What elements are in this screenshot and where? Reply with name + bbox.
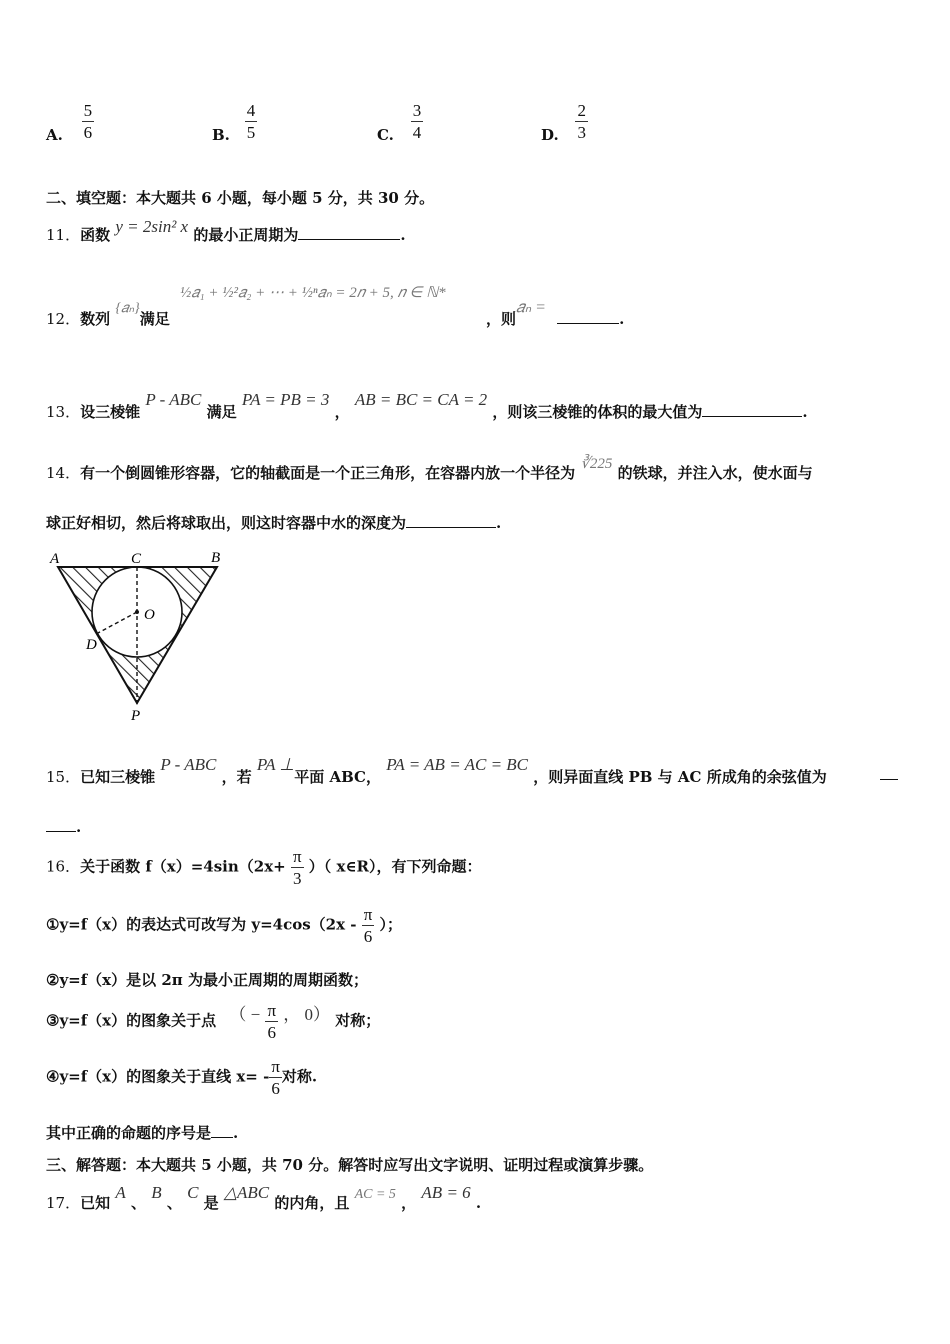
q17-ab: AB = 6 (421, 1183, 471, 1202)
q13-formula-pabc: P - ABC (145, 390, 202, 409)
q10-c-denominator: 4 (412, 123, 422, 142)
q10-d-numerator: 2 (577, 101, 586, 120)
q16-statement-4: ④y=f（x）的图象关于直线 x= - $\frac{\pi}{6}$ 对称. (46, 1057, 318, 1098)
q15-formula-pabc: P - ABC (160, 755, 217, 774)
q10-a-denominator: 6 (83, 123, 93, 142)
q16-statement-1: ①y=f（x）的表达式可改写为 y=4cos（2x - $\frac{\pi}{6}$ ）； (46, 905, 403, 946)
q12-sequence: {𝑎ₙ} (115, 301, 140, 316)
question-14-line1: 14．有一个倒圆锥形容器，它的轴截面是一个正三角形，在容器内放一个半径为 ∛225 的铁球，并注入水，使水面与 (46, 456, 813, 482)
q10-c-numerator: 3 (412, 101, 422, 120)
q10-option-b: B. $\frac{4}{5}$ (212, 101, 256, 144)
q16-answer-blank (211, 1137, 233, 1138)
q13-formula-pa-pb: PA = PB = 3 (241, 390, 330, 409)
q15-answer-blank-end: . (46, 818, 81, 836)
question-15: 15．已知三棱锥 P - ABC ，若 PA ⊥平面 ABC， PA = AB = AC = BC ，则异面直线 PB 与 AC 所成角的余弦值为 (46, 755, 827, 786)
q10-option-c: C. $\frac{3}{4}$ (377, 101, 422, 144)
question-11: 11．函数 y = 2sin² x 的最小正周期为 . (46, 217, 406, 244)
question-13: 13．设三棱锥 P - ABC 满足 PA = PB = 3 ， AB = BC = CA = 2 ，则该三棱锥的体积的最大值为 . (46, 390, 808, 421)
label-p: P (131, 708, 141, 724)
q15-formula-pa-perp: PA ⊥ (256, 755, 295, 774)
label-a: A (50, 551, 60, 567)
question-14-line2: 球正好相切，然后将球取出，则这时容器中水的深度为 . (46, 514, 502, 532)
q12-formula: ½𝑎₁ + ½²𝑎₂ + ⋯ + ½ⁿ𝑎ₙ = 2𝑛 + 5, 𝑛 ∈ ℕ* (180, 285, 446, 301)
q10-b-numerator: 4 (246, 101, 256, 120)
q14-answer-blank (406, 527, 496, 528)
q10-d-denominator: 3 (577, 123, 586, 142)
q16-statement-2: ②y=f（x）是以 2π 为最小正周期的周期函数； (46, 971, 368, 989)
section3-heading: 三、解答题：本大题共 5 小题，共 70 分。解答时应写出文字说明、证明过程或演算步骤。 (46, 1156, 654, 1174)
cone-cross-section-diagram (40, 548, 240, 728)
center-point (135, 610, 139, 614)
label-d: D (86, 637, 97, 653)
q17-angle-a: A (115, 1183, 126, 1202)
q17-angle-b: B (151, 1183, 162, 1202)
label-b: B (211, 550, 221, 566)
q13-answer-blank (702, 416, 802, 417)
q17-triangle: △ABC (223, 1183, 270, 1202)
q17-ac: AC = 5 (354, 1187, 396, 1202)
q10-b-denominator: 5 (246, 123, 256, 142)
q10-a-numerator: 5 (83, 101, 93, 120)
q17-angle-c: C (187, 1183, 199, 1202)
q16-three: 3 (293, 869, 302, 888)
q11-formula: y = 2sin² x (115, 217, 189, 236)
q12-target: 𝑎ₙ = (516, 299, 546, 316)
label-o: O (144, 607, 155, 623)
section2-heading: 二、填空题：本大题共 6 小题，每小题 5 分，共 30 分。 (46, 189, 435, 207)
q14-radius: ∛225 (580, 456, 613, 472)
q16-statement-3: ③y=f（x）的图象关于点 （ − $\frac{\pi}{6}$ ， 0） 对称； (46, 1001, 381, 1042)
q12-answer-blank (557, 323, 619, 324)
q10-option-a: A. $\frac{5}{6}$ (46, 101, 93, 144)
q16-pi: π (292, 847, 302, 866)
question-17: 17．已知 A 、 B 、 C 是 △ABC 的内角，且 AC = 5 ， AB = 6 . (46, 1183, 482, 1212)
q11-answer-blank (298, 239, 400, 240)
label-c: C (131, 551, 142, 567)
q15-answer-blank-start (880, 766, 898, 784)
q15-formula-equal-edges: PA = AB = AC = BC (386, 755, 529, 774)
q12-tail: ，则𝑎ₙ = . (486, 299, 625, 328)
q10-option-d: D. $\frac{2}{3}$ (541, 101, 586, 144)
q16-conclusion: 其中正确的命题的序号是 . (46, 1124, 239, 1142)
q13-formula-ab-bc-ca: AB = BC = CA = 2 (354, 390, 488, 409)
question-16-stem: 16．关于函数 f（x）=4sin（2x+ $\frac{\pi}{3}$ ）（ x∈R），有下列命题： (46, 847, 482, 888)
question-12: 12．数列 {𝑎ₙ}满足 (46, 301, 170, 328)
